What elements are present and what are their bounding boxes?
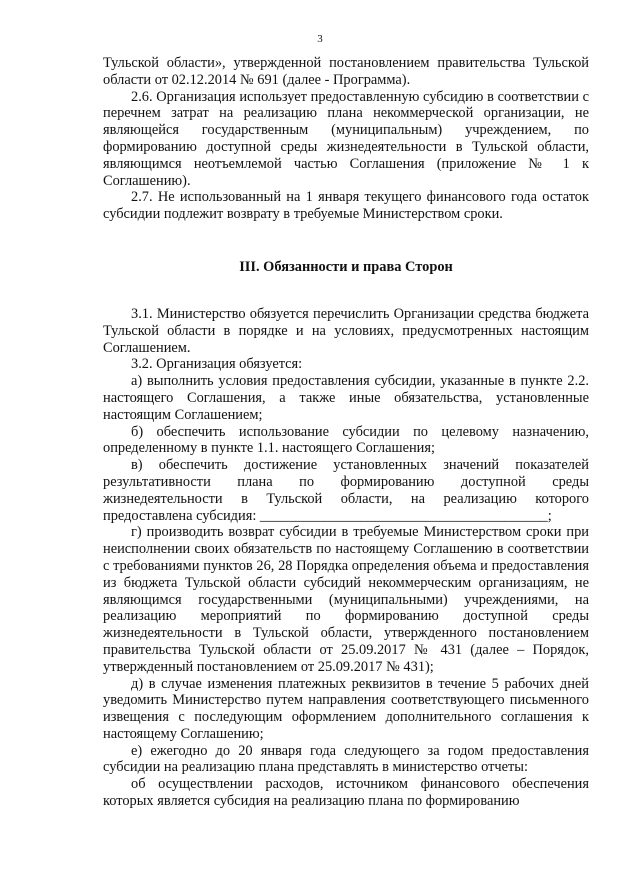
page-number: 3 (317, 33, 323, 45)
document-body (103, 55, 589, 810)
section-heading: III. Обязанности и права Сторон (239, 258, 453, 275)
paragraph: 2.7. Не использованный на 1 января текущего финансового года остаток субсидии подлежит возврату в требуемые Министерством сроки. (103, 189, 589, 223)
paragraph: д) в случае изменения платежных реквизитов в течение 5 рабочих дней уведомить Министерство путем направления соответствующего письменного извещения с последующим оформлением дополнительного соглашения к настоящему Соглашению; (103, 675, 589, 742)
paragraph: г) производить возврат субсидии в требуемые Министерством сроки при неисполнении своих обязательств по настоящему Соглашению в соответствии с требованиями пунктов 26, 28 Порядка определения объема и предоставления из бюджета Тульской области субсидий некоммерческим организациям, не являющимся государственными (муниципальными) учреждениями, на реализацию мероприятий по формированию доступной среды жизнедеятельности в Тульской области, утвержденного постановлением правительства Тульской области от 25.09.2017 № 431 (далее – Порядок, утвержденный постановлением от 25.09.2017 № 431); (103, 524, 589, 675)
paragraph: а) выполнить условия предоставления субсидии, указанные в пункте 2.2. настоящего Соглашения, а также иные обязательства, установленные настоящим Соглашением; (103, 373, 589, 423)
paragraph: Тульской области», утвержденной постановлением правительства Тульской области от 02.12.2014 № 691 (далее - Программа). (103, 55, 589, 88)
paragraph: в) обеспечить достижение установленных значений показателей результативности плана по формированию доступной среды жизнедеятельности в Тульской области, на реализацию которого предоставлена субсидия: ________________________________________; (103, 457, 589, 524)
section-3-body (103, 306, 589, 810)
section-2-continuation (103, 55, 589, 223)
paragraph: об осуществлении расходов, источником финансового обеспечения которых является субсидия на реализацию плана по формированию (103, 776, 589, 810)
paragraph: 3.1. Министерство обязуется перечислить Организации средства бюджета Тульской области в порядке и на условиях, предусмотренных настоящим Соглашением. (103, 305, 589, 356)
paragraph: 2.6. Организация использует предоставленную субсидию в соответствии с перечнем затрат на реализацию плана некоммерческой организации, не являющейся государственным (муниципальным) учреждением, по формированию доступной среды жизнедеятельности в Тульской области, являющимся неотъемлемой частью Соглашения (приложение № 1 к Соглашению). (103, 88, 589, 189)
paragraph: е) ежегодно до 20 января года следующего за годом предоставления субсидии на реализацию плана представлять в министерство отчеты: (103, 742, 589, 776)
paragraph: б) обеспечить использование субсидии по целевому назначению, определенному в пункте 1.1. настоящего Соглашения; (103, 423, 589, 457)
paragraph: 3.2. Организация обязуется: (131, 356, 303, 373)
